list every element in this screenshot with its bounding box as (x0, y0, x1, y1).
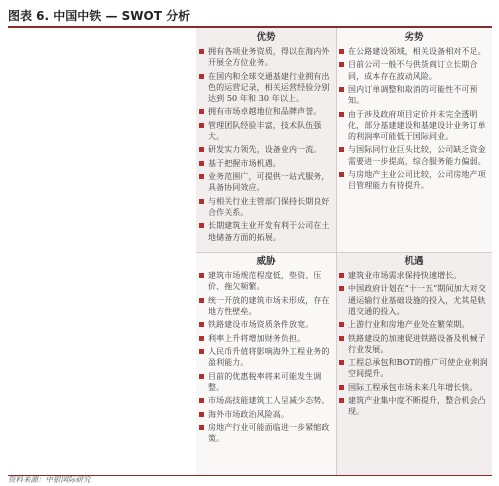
list-item-text: 与相关行业主管部门保持长期良好合作关系。 (208, 196, 330, 217)
list-item (196, 158, 332, 169)
square-bullet-icon (199, 49, 204, 54)
list-item-text: 目前的优惠税率将来可能发生调整。 (208, 371, 322, 392)
opportunities-heading: 机遇 (404, 256, 424, 267)
list-item (196, 171, 332, 193)
list-item-text: 上游行业和房地产业处在繁荣期。 (348, 320, 470, 330)
list-item-text: 工程总承包和BOT的推广可使企业利润空间提升。 (348, 358, 488, 379)
square-bullet-icon (199, 223, 204, 228)
list-item (196, 220, 332, 242)
list-item (336, 144, 488, 166)
list-item (336, 333, 488, 355)
square-bullet-icon (339, 286, 344, 291)
list-item-text: 海外市场政治风险高。 (208, 409, 289, 419)
threats-quadrant (196, 252, 336, 475)
list-item (336, 357, 488, 379)
list-item-text: 人民币升值将影响海外工程业务的盈利能力。 (208, 346, 330, 368)
list-item-text: 利率上升将增加财务负担。 (208, 333, 306, 343)
list-item-text: 由于涉及政府项目定价并未完全透明化，部分基建建设和基建设计业务订单的利润率可能低于国际同业。 (348, 109, 486, 141)
square-bullet-icon (199, 123, 204, 128)
list-item-text: 业务范围广，可提供一站式服务，具备协同效应。 (208, 172, 330, 193)
square-bullet-icon (199, 74, 204, 79)
list-item-text: 拥有市场卓越地位和品牌声誉。 (208, 107, 322, 117)
weaknesses-list (336, 46, 492, 191)
list-item (196, 346, 332, 368)
figure-title: 图表 6. 中国中铁 — SWOT 分析 (8, 9, 191, 23)
list-item (336, 319, 488, 330)
list-item (336, 84, 488, 106)
square-bullet-icon (339, 322, 344, 327)
list-item-text: 在国内和全球交通基建行业拥有出色的运营记录，相关运营经验分别达到 50 年和 30 年以上。 (208, 71, 330, 103)
list-item (196, 319, 332, 330)
list-item-text: 建筑产业集中度不断提升，整合机会凸现。 (348, 396, 486, 417)
square-bullet-icon (199, 199, 204, 204)
square-bullet-icon (339, 147, 344, 152)
square-bullet-icon (199, 336, 204, 341)
square-bullet-icon (199, 412, 204, 417)
threats-heading: 威胁 (256, 256, 276, 267)
list-item-text: 基于把握市场机遇。 (208, 158, 281, 168)
list-item (196, 422, 332, 444)
list-item (336, 46, 488, 57)
square-bullet-icon (339, 87, 344, 92)
threats-list (196, 270, 336, 444)
list-item-text: 铁路建设市场资质条件放宽。 (208, 320, 314, 330)
list-item (196, 333, 332, 344)
list-item-text: 研发实力领先，设备业内一流。 (208, 145, 322, 155)
strengths-list (196, 46, 336, 243)
list-item-text: 中国政府计划在“十一五”期间加大对交通运输行业基础设施的投入，尤其是轨道交通的投入。 (348, 284, 486, 316)
list-item (196, 196, 332, 218)
list-item-text: 在公路建设领域，相关设备相对不足。 (348, 47, 486, 56)
square-bullet-icon (339, 385, 344, 390)
opportunities-list (336, 270, 492, 418)
list-item (336, 283, 488, 317)
square-bullet-icon (199, 298, 204, 303)
square-bullet-icon (339, 62, 344, 67)
list-item (196, 395, 332, 406)
list-item (336, 169, 488, 191)
list-item-text: 市场高技能建筑工人呈减少态势。 (208, 396, 330, 406)
list-item (336, 109, 488, 143)
list-item (196, 270, 332, 292)
list-item-text: 房地产行业可能面临进一步紧缩政策。 (208, 422, 330, 444)
list-item-text: 建筑市场规范程度低，垫资、压价、拖欠频繁。 (208, 271, 322, 292)
square-bullet-icon (339, 398, 344, 403)
square-bullet-icon (199, 349, 204, 354)
square-bullet-icon (199, 425, 204, 430)
square-bullet-icon (339, 49, 344, 54)
list-item-text: 拥有各项业务资质，得以在海内外开展全方位业务。 (208, 47, 330, 68)
list-item (336, 59, 488, 81)
list-item (196, 144, 332, 155)
weaknesses-heading: 劣势 (404, 32, 424, 43)
list-item-text: 建筑业市场需求保持快速增长。 (348, 271, 462, 280)
list-item (196, 71, 332, 105)
list-item-text: 铁路建设的加速促进铁路设备及机械子行业发展。 (348, 333, 486, 354)
square-bullet-icon (199, 109, 204, 114)
weaknesses-quadrant (336, 28, 492, 252)
square-bullet-icon (199, 273, 204, 278)
square-bullet-icon (199, 398, 204, 403)
square-bullet-icon (339, 360, 344, 365)
square-bullet-icon (199, 147, 204, 152)
opportunities-quadrant (336, 252, 492, 475)
square-bullet-icon (339, 273, 344, 278)
list-item-text: 统一开放的建筑市场未形成，存在地方性壁垒。 (208, 295, 330, 316)
strengths-quadrant (196, 28, 336, 252)
list-item (196, 46, 332, 68)
list-item (196, 409, 332, 420)
list-item-text: 与国际同行业巨头比较，公司缺乏资金需要进一步提高，综合服务能力偏弱。 (348, 145, 486, 166)
quadrant-divider-horizontal (196, 252, 492, 253)
list-item-text: 目前公司一般不与供货商订立长期合同，成本存在波动风险。 (348, 60, 478, 81)
list-item-text: 与房地产主业公司比较，公司房地产项目管理能力有待提升。 (348, 169, 486, 191)
square-bullet-icon (339, 172, 344, 177)
list-item (336, 395, 488, 417)
square-bullet-icon (199, 374, 204, 379)
square-bullet-icon (199, 174, 204, 179)
list-item-text: 管理团队经验丰富，技术队伍强大。 (208, 120, 322, 141)
list-item (336, 270, 488, 281)
list-item-text: 长期建筑主业开发有利于公司在土地储备方面的拓展。 (208, 221, 330, 242)
list-item (336, 382, 488, 393)
source-note: 资料来源：中银国际研究 (8, 475, 91, 484)
list-item (196, 295, 332, 317)
list-item (196, 120, 332, 142)
strengths-heading: 优势 (256, 32, 276, 43)
square-bullet-icon (339, 112, 344, 117)
square-bullet-icon (339, 336, 344, 341)
list-item-text: 国内订单调整和取消的可能性不可预知。 (348, 84, 478, 106)
list-item-text: 国际工程承包市场未来几年增长快。 (348, 382, 478, 392)
list-item (196, 106, 332, 117)
square-bullet-icon (199, 322, 204, 327)
square-bullet-icon (199, 161, 204, 166)
list-item (196, 371, 332, 393)
